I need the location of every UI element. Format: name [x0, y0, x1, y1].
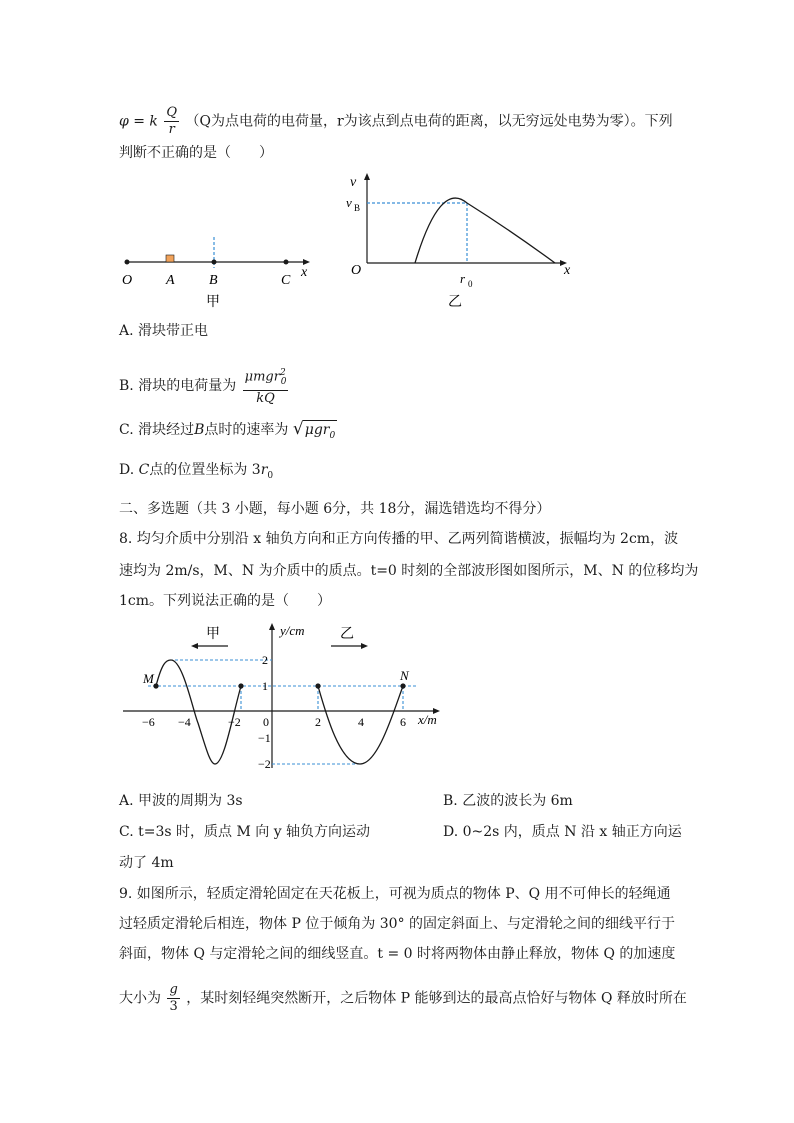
- label-y-axis: y/cm: [280, 623, 305, 638]
- q8-option-c: C. t=3s 时，质点 M 向 y 轴负方向运动: [119, 824, 371, 840]
- formula-tail: （Q为点电荷的电荷量，r为该点到点电荷的距离，以无穷远处电势为零）。下列: [185, 113, 673, 130]
- tick-x-2: 2: [315, 715, 321, 729]
- formula-fraction: [164, 106, 179, 137]
- q7-option-a: A. 滑块带正电: [119, 323, 209, 339]
- label-origin-yi: O: [351, 263, 362, 278]
- slider-block: [166, 255, 174, 262]
- q8-line3: 1cm。下列说法正确的是（ ）: [119, 593, 332, 609]
- q9-line2: 过轻质定滑轮后相连，物体 P 位于倾角为 30° 的固定斜面上、与定滑轮之间的细线平行于: [119, 916, 676, 932]
- q8-option-b: B. 乙波的波长为 6m: [443, 793, 573, 809]
- label-r0-sub: 0: [468, 279, 473, 289]
- label-B: B: [209, 273, 218, 288]
- section-heading: 二、多选题（共 3 小题，每小题 6分，共 18分，漏选错选均不得分）: [119, 501, 551, 517]
- label-x-axis: x/m: [418, 712, 437, 727]
- accel-fraction: $\frac{g}{3}$: [169, 982, 178, 1014]
- label-x-yi: x: [564, 263, 571, 278]
- wave-figure: [118, 618, 448, 778]
- tick-y-m2: −2: [258, 757, 271, 771]
- q7-option-c: C. 滑块经过B点时的速率为 √μgr$_0$: [119, 420, 337, 445]
- label-v: v: [350, 175, 357, 190]
- label-yi-arrow: 乙: [340, 627, 354, 642]
- label-O: O: [122, 273, 133, 288]
- formula-lhs: φ = k: [119, 113, 158, 130]
- q9-line1: 9. 如图所示，轻质定滑轮固定在天花板上，可视为质点的物体 P、Q 用不可伸长的轻绳通: [119, 886, 671, 902]
- point-C: [284, 260, 289, 265]
- label-r0: r: [460, 271, 466, 286]
- formula-denominator: r: [168, 122, 175, 137]
- label-jia-arrow: 甲: [206, 627, 220, 642]
- q7-formula-line: [119, 106, 673, 137]
- point-M: [153, 683, 158, 688]
- figure-jia: [115, 232, 315, 312]
- label-C: C: [281, 273, 291, 288]
- tick-y-1: 1: [262, 679, 268, 693]
- q7-option-b: B. 滑块的电荷量为 $\frac{\mu mgr^2_0}{kQ}$: [119, 368, 287, 406]
- tick-x-6: 6: [400, 715, 406, 729]
- q8-option-d: D. 0~2s 内，质点 N 沿 x 轴正方向运: [443, 824, 682, 840]
- q9-line4: 大小为 $\frac{g}{3}$ ，某时刻轻绳突然断开，之后物体 P 能够到达的最高点恰好与物体 Q 释放时所在: [119, 982, 687, 1014]
- point-end-jia: [238, 683, 243, 688]
- point-B: [212, 260, 217, 265]
- label-M: M: [143, 671, 154, 686]
- point-start-yi: [315, 683, 320, 688]
- wave-jia: [156, 660, 241, 764]
- tick-x-4: 4: [358, 715, 364, 729]
- label-x-jia: x: [301, 265, 308, 280]
- q8-line1: 8. 均匀介质中分别沿 x 轴负方向和正方向传播的甲、乙两列简谐横波，振幅均为 2cm，波: [119, 531, 679, 547]
- tick-x-m4: −4: [178, 715, 191, 729]
- q7-line2: 判断不正确的是（ ）: [119, 145, 273, 161]
- label-vB-sub: B: [354, 203, 361, 213]
- label-vB: v: [346, 195, 352, 210]
- q8-line2: 速均为 2m/s，M、N 为介质中的质点。t=0 时刻的全部波形图如图所示，M、N 的位移均为: [119, 563, 699, 579]
- label-N: N: [400, 668, 409, 683]
- formula-numerator: Q: [166, 105, 178, 120]
- tick-x-m6: −6: [142, 715, 155, 729]
- q7-option-d: D. C点的位置坐标为 $3r_0$: [119, 462, 274, 481]
- point-N: [400, 683, 405, 688]
- caption-jia: 甲: [206, 295, 220, 310]
- figure-yi: [340, 170, 585, 310]
- caption-yi: 乙: [448, 295, 462, 310]
- q8-option-d-cont: 动了 4m: [119, 855, 174, 871]
- q9-line3: 斜面，物体 Q 与定滑轮之间的细线竖直。t = 0 时将两物体由静止释放，物体 Q 的加速度: [119, 946, 676, 962]
- point-O: [125, 260, 130, 265]
- speed-sqrt: μgr$_0$: [303, 420, 338, 445]
- tick-x-0: 0: [263, 715, 269, 729]
- q8-option-a: A. 甲波的周期为 3s: [119, 793, 243, 809]
- tick-x-m2: −2: [228, 715, 241, 729]
- charge-fraction: $\frac{\mu mgr^2_0}{kQ}$: [244, 368, 287, 406]
- label-A: A: [166, 273, 175, 288]
- velocity-curve: [415, 198, 555, 263]
- tick-y-m1: −1: [258, 731, 271, 745]
- tick-y-2: 2: [262, 653, 268, 667]
